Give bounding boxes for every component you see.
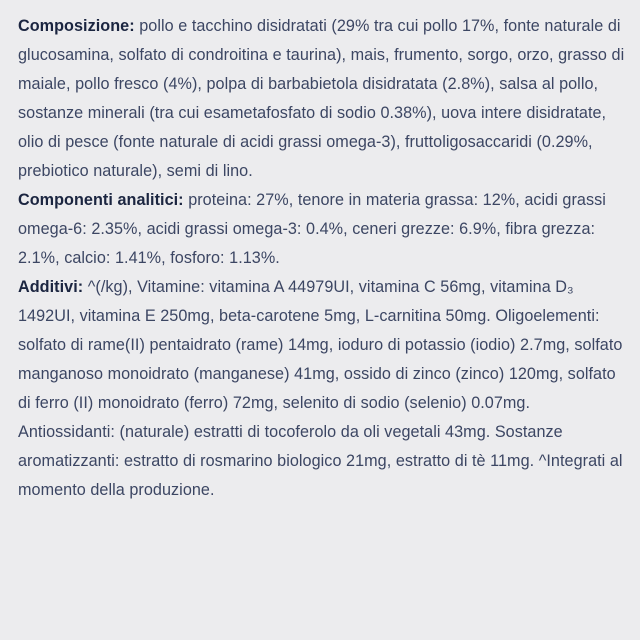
additives-section	[18, 273, 628, 505]
composition-section	[18, 12, 628, 186]
additives-text: ^(/kg), Vitamine: vitamina A 44979UI, vitamina C 56mg, vitamina D₃ 1492UI, vitamina E 250mg, beta-carotene 5mg, L-carnitina 50mg. Oligoelementi: solfato di rame(II) pentaidrato (rame) 14mg, ioduro di potassio (iodio) 2.7mg, solfato manganoso monoidrato (manganese) 41mg, ossido di zinco (zinco) 120mg, solfato di ferro (II) monoidrato (ferro) 72mg, selenito di sodio (selenio) 0.07mg. Antiossidanti: (naturale) estratti di tocoferolo da oli vegetali 43mg. Sostanze aromatizzanti: estratto di rosmarino biologico 21mg, estratto di tè 11mg. ^Integrati al momento della produzione.	[18, 278, 623, 499]
ingredients-text	[18, 12, 628, 505]
composition-label: Composizione:	[18, 17, 135, 35]
analytical-text: proteina: 27%, tenore in materia grassa: 12%, acidi grassi omega-6: 2.35%, acidi grassi omega-3: 0.4%, ceneri grezze: 6.9%, fibra grezza: 2.1%, calcio: 1.41%, fosforo: 1.13%.	[18, 191, 606, 267]
analytical-section	[18, 186, 628, 273]
composition-text: pollo e tacchino disidratati (29% tra cui pollo 17%, fonte naturale di glucosamina, solfato di condroitina e taurina), mais, frumento, sorgo, orzo, grasso di maiale, pollo fresco (4%), polpa di barbabietola disidratata (2.8%), salsa al pollo, sostanze minerali (tra cui esametafosfato di sodio 0.38%), uova intere disidratate, olio di pesce (fonte naturale di acidi grassi omega-3), fruttoligosaccaridi (0.29%, prebiotico naturale), semi di lino.	[18, 17, 625, 180]
additives-label: Additivi:	[18, 278, 84, 296]
analytical-label: Componenti analitici:	[18, 191, 184, 209]
